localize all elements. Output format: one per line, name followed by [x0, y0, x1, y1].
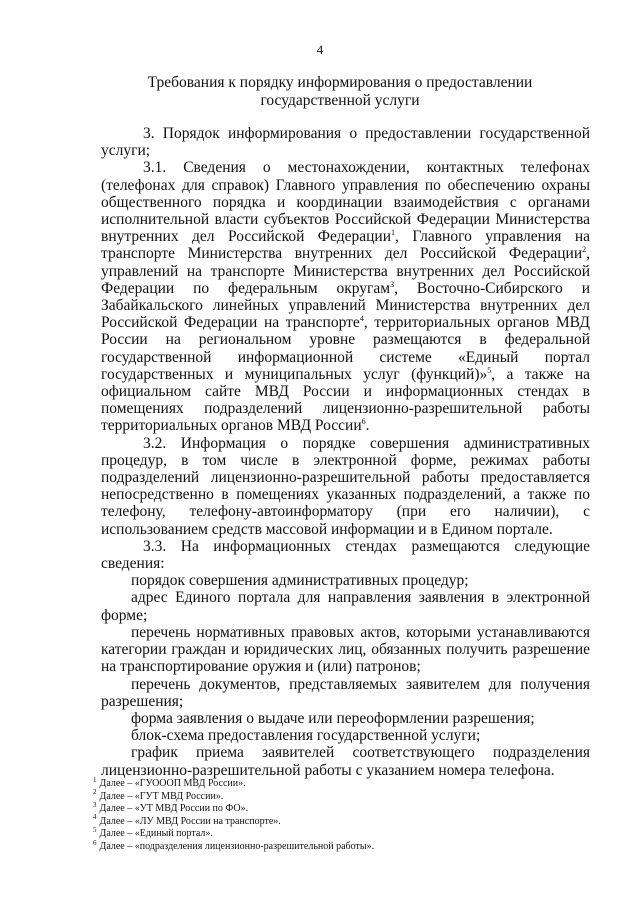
title-line-1: Требования к порядку информирования о предоставлении: [147, 74, 533, 91]
footnote: [93, 788, 493, 804]
footnote-number: 2: [93, 788, 97, 797]
footnote-ref: 2: [582, 245, 587, 255]
paragraph-3-1-text: .: [365, 417, 370, 435]
footnote-ref: 3: [390, 279, 395, 289]
list-item: адрес Единого портала для направления заявления в электронной форме;: [101, 589, 590, 624]
paragraph-3-1-text: , управлений на транспорте Министерства внутренних дел Российской Федерации по федеральным округам: [101, 245, 590, 297]
footnote: [93, 828, 493, 841]
footnotes: [93, 775, 493, 854]
paragraph-3-1: [101, 159, 590, 434]
list-item: перечень нормативных правовых актов, которыми устанавливаются категории граждан и юридических лиц, обязанных получить разрешение на транспортирование оружия и (или) патронов;: [101, 623, 590, 676]
list-item: блок-схема предоставления государственной услуги;: [131, 727, 481, 745]
footnote-text: Далее – «Единый портал».: [99, 828, 213, 840]
paragraph-3-2: 3.2. Информация о порядке совершения административных процедур, в том числе в электронной форме, режимах работы подразделений лицензионно-разрешительной работы предоставляется непосредственно в помещениях указанных подразделений, а также по телефону, телефону-автоинформатору (при его наличии), с использованием средств массовой информации и в Едином портале.: [101, 434, 590, 538]
list-item: перечень документов, представляемых заявителем для получения разрешения;: [101, 675, 590, 710]
footnote-number: 4: [93, 813, 97, 822]
footnote: [93, 800, 493, 816]
footnote-number: 3: [93, 800, 97, 809]
footnote-text: Далее – «подразделения лицензионно-разрешительной работы».: [99, 840, 375, 852]
section-title: [90, 74, 590, 110]
footnote-ref: 6: [361, 417, 366, 427]
list-item: порядок совершения административных процедур;: [131, 572, 469, 590]
paragraph-3-1-text: , Главного управления на транспорте Министерства внутренних дел Российской Федерации: [101, 228, 591, 263]
paragraph-3-3: 3.3. На информационных стендах размещаются следующие сведения:: [101, 537, 590, 573]
footnote-text: Далее – «УТ МВД России по ФО».: [99, 803, 249, 815]
footnote-number: 5: [93, 826, 97, 835]
paragraph-3-1-text: 3.1. Сведения о местонахождении, контактных телефонах (телефонах для справок) Главного управления по обеспечению охраны общественного порядка и координации взаимодействия с органами исполнительной власти субъектов Российской Федерации Министерства внутренних дел Российской Федерации: [101, 159, 590, 246]
paragraph-3-1-text: , Восточно-Сибирского и Забайкальского линейных управлений Министерства внутренних дел Российской Федерации на транспорте: [101, 279, 590, 332]
list-item: форма заявления о выдаче или переоформлении разрешения;: [131, 709, 535, 727]
footnote: [93, 813, 493, 829]
footnote-number: 6: [93, 838, 97, 847]
list-item: график приема заявителей соответствующего подразделения лицензионно-разрешительной работы с указанием номера телефона.: [101, 744, 590, 779]
footnote-ref: 4: [359, 314, 364, 324]
paragraph-3: 3. Порядок информирования о предоставлении государственной услуги;: [101, 125, 590, 160]
footnote-ref: 5: [487, 365, 492, 375]
paragraph-3-1-text: , а также на официальном сайте МВД России и информационных стендах в помещениях подразделений лицензионно-разрешительной работы территориальных органов МВД России: [101, 365, 591, 435]
footnote-number: 1: [93, 775, 97, 784]
footnote-text: Далее – «ЛУ МВД России на транспорте».: [99, 815, 281, 827]
footnote-ref: 1: [391, 228, 396, 238]
footnote: [93, 838, 493, 854]
page-number: 4: [316, 42, 324, 57]
footnote-text: Далее – «ГУТ МВД России».: [99, 790, 224, 802]
paragraph-3-1-text: , территориальных органов МВД России на региональном уровне размещаются в федеральной государственной информационной системе «Единый портал государственных и муниципальных услуг (функций)»: [101, 314, 591, 383]
footnote-text: Далее – «ГУОООП МВД России».: [99, 778, 246, 789]
footnote: [93, 775, 493, 791]
document-body: [101, 125, 590, 779]
title-line-2: государственной услуги: [260, 92, 420, 109]
